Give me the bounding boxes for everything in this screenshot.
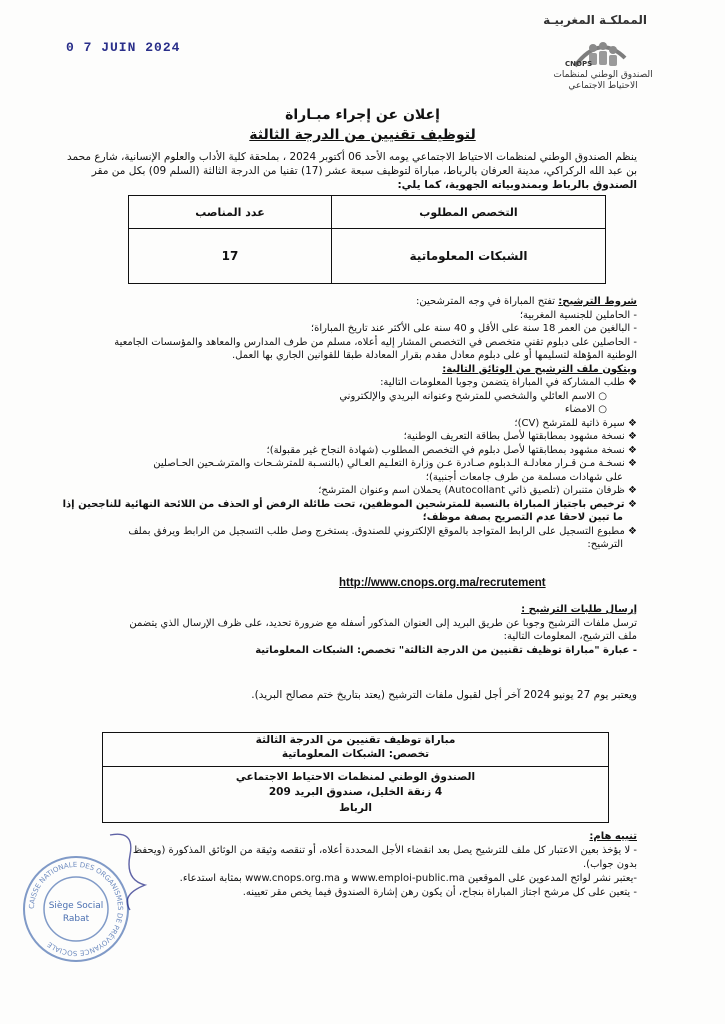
file-heading: ويتكون ملف الترشيح من الوثائق التالية:: [442, 363, 637, 375]
logo-abbreviation: CNOPS: [565, 60, 593, 68]
signature-icon: [100, 825, 155, 915]
svg-text:Siège Social: Siège Social: [48, 901, 104, 911]
recruitment-link[interactable]: http://www.cnops.org.ma/recrutement: [339, 577, 546, 589]
header-specialty: التخصص المطلوب: [332, 196, 606, 229]
kingdom-header: المملكـة المغربيـة: [543, 13, 647, 27]
notice-heading: تنبيه هام:: [589, 831, 637, 842]
announcement-subtitle: لتوظيف تقنيين من الدرجة الثالثة: [249, 127, 476, 143]
conditions-section: شروط الترشيح: تفتح المباراة في وجه المترشحين: - الحاملين للجنسية المغربية؛ - البالغين من العمر 18 سنة على الأقل و 40 سنة على الأكثر عند تاريخ المباراة؛ - الحاصلين على دبلوم تقني متخصص في التخصص المشار إليه أعلاه، مسلم من طرف المدارس والمعاهد والمؤسسات الجامعية الوطنية المؤهلة لتسليمها أو على دبلوم معادل مقدم بقرار المعادلة طبقا للقوانين الجاري بها العمل. ويتكون ملف الترشيح من الوثائق التالية: ❖ طلب المشاركة في المباراة يتضمن وجوبا المعلومات التالية: ○ الاسم العائلي والشخصي للمترشح وعنوانه البريدي والإلكتروني ○ الامضاء ❖ سيرة ذاتية للمترشح (CV)؛ ❖ نسخة مشهود بمطابقتها لأصل بطاقة التعريف الوطنية؛ ❖ نسخة مشهود بمطابقتها لأصل دبلوم في التخصص المطلوب (شهادة النجاح غير مقبولة)؛ ❖ نسخـة مـن قـرار معادلـة الـدبلوم صـادرة عـن وزارة التعلـيم العـالي (بالنسـبة للمترشـحات والمترشـحين الحـاصلين على شهادات مسلمة من طرف جامعات أجنبية)؛ ❖ ظرفان متنبران (تلصيق ذاتي Autocollant) يحملان اسم وعنوان المترشح؛ ❖ ترخيص باجتياز المباراة بالنسبة للمترشحين الموظفين، تحت طائلة الرفض أو الحذف من اللائحة النهائية للناجحين إذا ما تبين لاحقا عدم التصريح بصفة موظف؛ ❖ مطبوع التسجيل على الرابط المتواجد بالموقع الإلكتروني للصندوق. يستخرج وصل طلب التسجيل من الرابط ويرفق بملف الترشيح:: [37, 295, 637, 552]
cell-positions: 17: [129, 229, 332, 284]
envelope-divider: [103, 766, 608, 767]
sending-section: إرسال طلبات الترشيح : ترسل ملفات الترشيح وجوبا عن طريق البريد إلى العنوان المذكور أسفله مع ضرورة تحديد، على ظرف الإرسال الذي يتضمن ملف الترشيح، المعلومات التالية: - عبارة "مباراة توظيف تقنيين من الدرجة الثالثة" تخصص: الشبكات المعلوماتية: [37, 603, 637, 657]
sending-heading: إرسال طلبات الترشيح :: [521, 604, 637, 615]
received-date-stamp: 0 7 JUIN 2024: [66, 40, 181, 55]
logo-name: الصندوق الوطني لمنظمات الاحتياط الاجتماعي: [553, 70, 653, 91]
header-positions: عدد المناصب: [129, 196, 332, 229]
table-header-row: [129, 196, 606, 229]
svg-text:CAISSE NATIONALE DES ORGANISME: CAISSE NATIONALE DES ORGANISMES DE PRÉVOYANCE SOCIALE: [27, 860, 125, 958]
cell-specialty: الشبكات المعلوماتية: [332, 229, 606, 284]
positions-table: [128, 195, 606, 284]
deadline-text: ويعتبر يوم 27 يونيو 2024 آخر أجل لقبول ملفات الترشيح (يعتد بتاريخ ختم مصالح البريد).: [251, 689, 637, 701]
notice-section: تنبيه هام: - لا يؤخذ بعين الاعتبار كل ملف للترشيح يصل بعد انقضاء الأجل المحددة أعلاه، أو تنقصه وثيقة من الوثائق المذكورة (ويحفظ بدون جواب). -يعتبر نشر لوائح المدعوين على الموقعين www.emploi-public.ma و www.cnops.org.ma بمثابة استدعاء. - يتعين على كل مرشح اجتاز المباراة بنجاح، أن يكون رهن إشارة الصندوق فيما يخص مقر تعيينه.: [37, 830, 637, 900]
intro-paragraph: ينظم الصندوق الوطني لمنظمات الاحتياط الاجتماعي يومه الأحد 06 أكتوبر 2024 ، بملحقة كلية الأداب والعلوم الإنسانية، شارع محمد بن عبد الله الركراكي، مدينة العرفان بالرباط، مباراة لتوظيف سبعة عشر (17) تقنيا من الدرجة الثالثة (السلم 09) بكل من مقر الصندوق بالرباط وبمندوبياته الجهوية، كما يلي:: [67, 151, 637, 191]
conditions-heading: شروط الترشيح:: [558, 296, 637, 307]
envelope-address-box: مباراة توظيف تقنيين من الدرجة الثالثة تخصص: الشبكات المعلوماتية الصندوق الوطني لمنظمات الاحتياط الاجتماعي 4 زنقة الخليل، صندوق البريد 209 الرباط: [102, 732, 609, 823]
announcement-title: إعلان عن إجراء مبـاراة: [285, 107, 440, 123]
table-row: [129, 229, 606, 284]
svg-text:Rabat: Rabat: [62, 914, 90, 924]
